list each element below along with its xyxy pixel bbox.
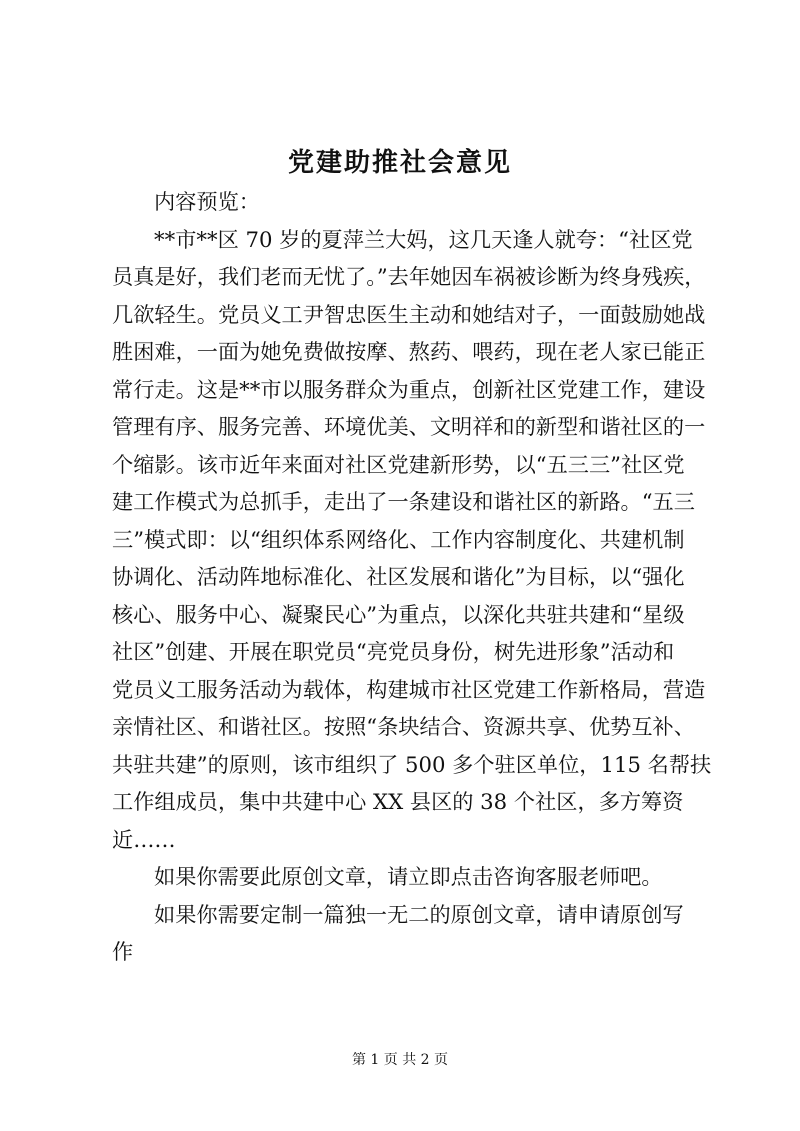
contact-line: 如果你需要此原创文章，请立即点击咨询客服老师吧。 bbox=[154, 864, 663, 889]
paragraph-line: 核心、服务中心、凝聚民心”为重点，以深化共驻共建和“星级 bbox=[112, 601, 685, 627]
preview-label: 内容预览： bbox=[154, 189, 260, 214]
paragraph-line: 社区”创建、开展在职党员“亮党员身份，树先进形象”活动和 bbox=[112, 639, 675, 664]
paragraph-line: 亲情社区、和谐社区。按照“条块结合、资源共享、优势互补、 bbox=[112, 714, 695, 739]
paragraph-line: 个缩影。该市近年来面对社区党建新形势，以“五三三”社区党 bbox=[112, 451, 685, 477]
paragraph-line: 近…… bbox=[112, 826, 176, 852]
paragraph-line: 员真是好，我们老而无忧了。”去年她因车祸被诊断为终身残疾， bbox=[112, 264, 706, 289]
paragraph-line: 几欲轻生。党员义工尹智忠医生主动和她结对子，一面鼓励她战 bbox=[112, 301, 706, 327]
main-paragraph bbox=[112, 221, 712, 859]
paragraph-line: 管理有序、服务完善、环境优美、文明祥和的新型和谐社区的一 bbox=[112, 414, 706, 439]
paragraph-line: **市**区 70 岁的夏萍兰大妈，这几天逢人就夸：“社区党 bbox=[154, 226, 693, 252]
paragraph-line: 三”模式即：以“组织体系网络化、工作内容制度化、共建机制 bbox=[112, 526, 685, 552]
paragraph-line: 协调化、活动阵地标准化、社区发展和谐化”为目标，以“强化 bbox=[112, 564, 685, 589]
document-body bbox=[112, 183, 712, 971]
document-title: 党建助推社会意见 bbox=[287, 148, 512, 178]
paragraph-line: 胜困难，一面为她免费做按摩、熬药、喂药，现在老人家已能正 bbox=[112, 339, 706, 364]
paragraph-line: 共驻共建”的原则，该市组织了 500 多个驻区单位，115 名帮扶 bbox=[112, 751, 712, 777]
paragraph-line: 建工作模式为总抓手，走出了一条建设和谐社区的新路。“五三 bbox=[112, 489, 695, 514]
paragraph-line: 常行走。这是**市以服务群众为重点，创新社区党建工作，建设 bbox=[112, 376, 706, 402]
page-footer: 第 1 页 共 2 页 bbox=[351, 1052, 449, 1068]
custom-article-line: 如果你需要定制一篇独一无二的原创文章，请申请原创写作 bbox=[112, 901, 684, 964]
paragraph-line: 党员义工服务活动为载体，构建城市社区党建工作新格局，营造 bbox=[112, 676, 706, 702]
paragraph-line: 工作组成员，集中共建中心 XX 县区的 38 个社区，多方筹资 bbox=[112, 789, 684, 814]
